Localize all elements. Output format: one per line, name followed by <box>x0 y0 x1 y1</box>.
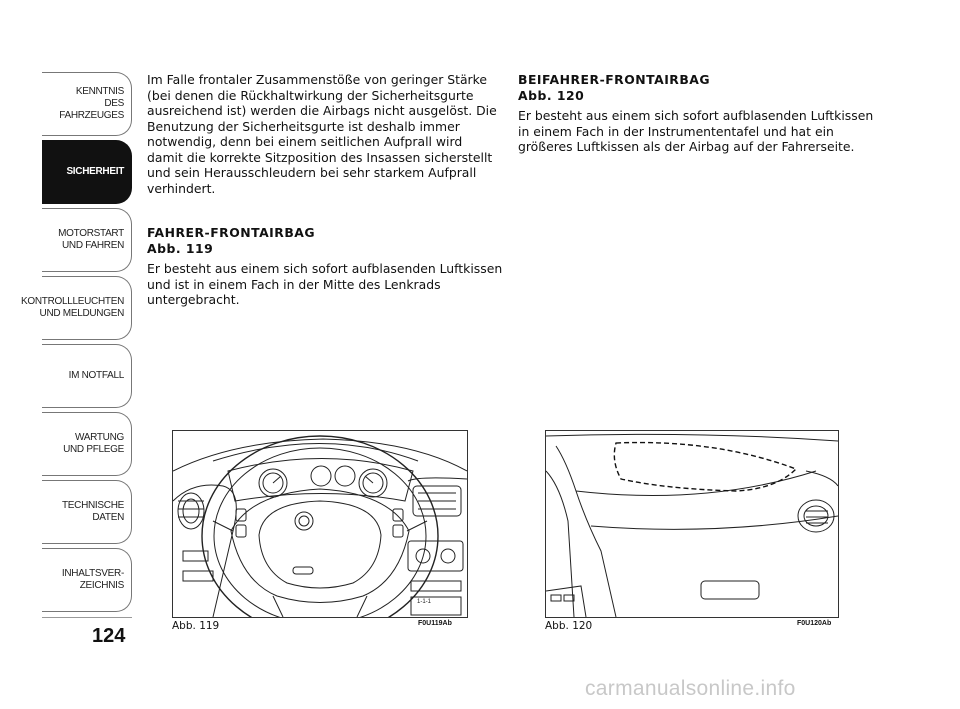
text-line: verhindert. <box>147 180 216 196</box>
tab-label: SICHERHEIT <box>66 166 124 177</box>
figure-119-steering-wheel <box>172 430 468 618</box>
tab-im-notfall[interactable] <box>42 344 132 408</box>
tab-label: MOTORSTART UND FAHREN <box>58 228 124 251</box>
tab-inhaltsverzeichnis[interactable] <box>42 548 132 612</box>
tab-label: KONTROLLLEUCHTEN UND MELDUNGEN <box>21 296 124 319</box>
text-line: Benutzung der Sicherheitsgurte ist deshalb immer <box>147 118 460 134</box>
tab-kenntnis-des-fahrzeuges[interactable] <box>42 72 132 136</box>
tab-kontrollleuchten-und-meldungen[interactable] <box>21 276 132 340</box>
text-line: und sein Herausschleudern bei sehr starkem Aufprall <box>147 165 477 180</box>
text-line: in einem Fach in der Instrumententafel und hat ein <box>518 123 834 139</box>
text-line: ausreichend ist) werden die Airbags nicht ausgelöst. Die <box>147 103 497 118</box>
driver-airbag-paragraph <box>147 261 507 308</box>
text-line: größeres Luftkissen als der Airbag auf der Fahrerseite. <box>518 139 855 154</box>
tab-label: TECHNISCHE DATEN <box>61 500 124 523</box>
figure-120-caption: Abb. 120 <box>545 620 593 632</box>
tab-sicherheit[interactable] <box>42 140 132 204</box>
figure-120-code: F0U120Ab <box>797 620 832 627</box>
text-line: untergebracht. <box>147 292 240 307</box>
page-number: 124 <box>92 625 126 647</box>
right-column <box>518 72 888 155</box>
sidebar-bottom-rule <box>42 617 132 618</box>
intro-paragraph <box>147 72 507 196</box>
watermark: carmanualsonline.info <box>585 677 796 700</box>
text-line: damit die korrekte Sitzposition des Insassen sicherstellt <box>147 149 493 165</box>
text-line: Er besteht aus einem sich sofort aufblasenden Luftkissen <box>147 261 503 276</box>
figure-119-caption: Abb. 119 <box>172 620 220 632</box>
tab-wartung-und-pflege[interactable] <box>42 412 132 476</box>
text-line: Er besteht aus einem sich sofort aufblasenden Luftkissen <box>518 108 874 123</box>
tab-label: WARTUNG UND PFLEGE <box>63 432 124 455</box>
text-line: und ist in einem Fach in der Mitte des Lenkrads <box>147 276 441 292</box>
text-line: notwendig, denn bei einem seitlichen Aufprall wird <box>147 134 463 149</box>
dash-small-label: 1-1-1 <box>417 599 432 605</box>
text-line: (bei denen die Rückhaltwirkung der Sicherheitsgurte <box>147 87 474 103</box>
text-line: Im Falle frontaler Zusammenstöße von geringer Stärke <box>147 72 487 87</box>
passenger-airbag-figure-ref: Abb. 120 <box>518 87 585 103</box>
tab-label: IM NOTFALL <box>68 370 124 381</box>
driver-airbag-heading: FAHRER-FRONTAIRBAG <box>147 225 316 240</box>
tab-label: KENNTNIS DES FAHRZEUGES <box>59 86 124 121</box>
tab-label: INHALTSVER- ZEICHNIS <box>61 568 124 591</box>
steering-wheel-illustration <box>173 431 467 617</box>
left-column <box>147 72 507 308</box>
figure-119-code: F0U119Ab <box>418 620 452 627</box>
passenger-airbag-heading: BEIFAHRER-FRONTAIRBAG <box>518 72 711 87</box>
figure-120-passenger-airbag <box>545 430 839 618</box>
driver-airbag-figure-ref: Abb. 119 <box>147 240 214 256</box>
passenger-dashboard-illustration <box>546 431 838 617</box>
tab-technische-daten[interactable] <box>42 480 132 544</box>
tab-motorstart-und-fahren[interactable] <box>42 208 132 272</box>
passenger-airbag-paragraph <box>518 108 888 155</box>
